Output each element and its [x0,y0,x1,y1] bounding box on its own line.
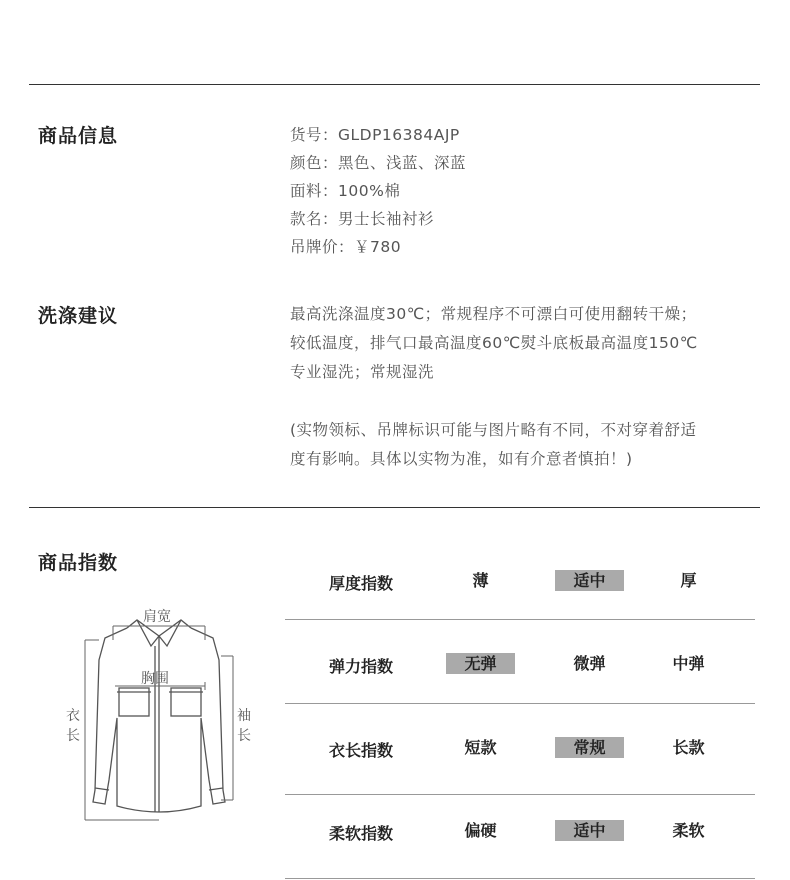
sku-line: 货号：GLDP16384AJP [290,126,460,144]
index-option: 适中 [555,820,624,841]
index-label: 柔软指数 [329,824,394,843]
indices-title: 商品指数 [38,552,119,574]
index-option: 适中 [555,570,624,591]
disclaimer-line: 度有影响。具体以实物为准，如有介意者慎拍！) [290,450,633,468]
disclaimer-line: (实物领标、吊牌标识可能与图片略有不同，不对穿着舒适 [290,421,697,439]
index-option: 中弹 [672,654,705,673]
index-option: 无弹 [446,653,515,674]
washing-line: 专业湿洗；常规湿洗 [290,363,435,381]
shirt-measurement-diagram [55,600,265,830]
index-option: 柔软 [672,821,705,840]
sleeve-label-1: 袖 [237,708,251,724]
fabric-line: 面料：100%棉 [290,182,401,200]
row-divider [285,878,755,879]
washing-line: 最高洗涤温度30℃；常规程序不可漂白可使用翻转干燥； [290,305,697,323]
index-option: 偏硬 [464,821,497,840]
shirt-icon [55,600,265,830]
tag-price-line: 吊牌价：￥780 [290,238,402,256]
index-row-softness [285,795,755,879]
shoulder-width-label: 肩宽 [143,609,171,625]
index-option: 短款 [464,738,497,757]
washing-title: 洗涤建议 [38,305,119,327]
index-label: 厚度指数 [329,574,394,593]
index-option: 长款 [672,738,705,757]
top-divider [29,84,760,85]
row-divider [285,703,755,704]
sleeve-label-2: 长 [237,728,251,744]
index-option: 常规 [555,737,624,758]
color-line: 颜色：黑色、浅蓝、深蓝 [290,154,467,172]
index-option: 薄 [472,571,489,590]
product-info-title: 商品信息 [38,125,119,147]
middle-divider [29,507,760,508]
index-row-length [285,707,755,795]
index-option: 厚 [680,571,697,590]
chest-label: 胸围 [141,671,169,687]
index-row-elasticity [285,620,755,704]
index-label: 弹力指数 [329,657,394,676]
style-name-line: 款名：男士长袖衬衫 [290,210,435,228]
washing-line: 较低温度，排气口最高温度60℃熨斗底板最高温度150℃ [290,334,698,352]
length-label-1: 衣 [66,708,80,724]
index-row-thickness [285,536,755,620]
index-option: 微弹 [573,654,606,673]
length-label-2: 长 [66,728,80,744]
index-label: 衣长指数 [329,741,394,760]
